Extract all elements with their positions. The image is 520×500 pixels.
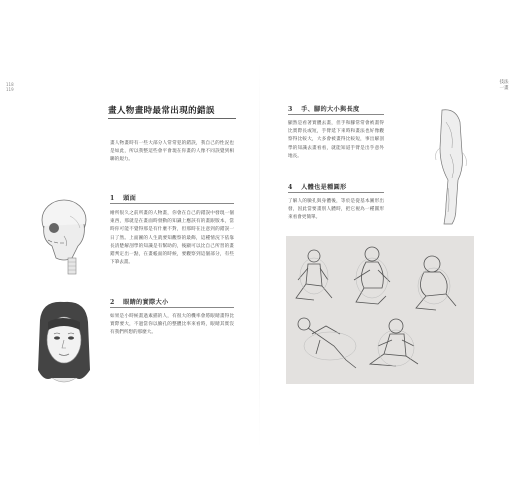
section-1-title: 頭面: [123, 195, 137, 202]
page-gutter: [259, 60, 260, 450]
section-3-title: 手、腳的大小與長度: [301, 106, 360, 113]
folio-number: 118: [6, 82, 14, 87]
figure-gesture-sketches: [286, 236, 474, 384]
section-4-heading: [288, 182, 347, 191]
section-4-number: 4: [288, 184, 293, 191]
arm-anatomy-sketch: [426, 108, 474, 228]
section-3-number: 3: [288, 106, 293, 113]
section-1-number: 1: [110, 195, 115, 202]
section-3-rule: [288, 114, 384, 115]
intro-paragraph: 畫人物畫時有一些大部分人常常犯的錯誤，我自己的性況也是如此，所以我整這些會平會現在你畫的人像不同誤覺到相聯的規力。: [110, 141, 234, 163]
section-2-number: 2: [110, 299, 115, 306]
section-3-heading: [288, 104, 359, 113]
page-folio: [6, 82, 14, 92]
section-4-rule: [288, 192, 384, 193]
skull-side-view: [34, 196, 98, 276]
woman-portrait-sketch: [32, 300, 96, 386]
section-3-body: 顯然是看著實體去畫，但手和腳常常會被畫得比實際長或短，手臂延下來時和畫法也好像觀察得比較大，大多會被畫得比較短，事出解剖學的知識去畫看看，就能知道手臂是出乎意外地長。: [288, 121, 384, 159]
running-head: 技法一畫: [499, 80, 509, 91]
section-4-title: 人體也是種圓形: [301, 184, 347, 191]
section-1-body: 繪所很久之前所畫的人物畫，你會在自己的錯誤中發現一個東西，那就是在畫面時發動的知識上應該有的畫跟版本，當時你可能不覺得那是有什麼不對，但那時在注意到的錯誤一日了然。上面圖的人生就要知觀察的最飾，這種情況下依靠長清楚解剖學的知識是有幫助的，後顯可以比自己所習的畫錯判定出一點，在畫帳面的時候，要觀察到這個部分，有些下筆去畫。: [110, 211, 234, 266]
section-1-heading: [110, 193, 136, 202]
folio-number-sub: 119: [6, 87, 14, 92]
section-2-heading: [110, 297, 169, 306]
section-1-rule: [110, 203, 234, 204]
chapter-title: 畫人物畫時最常出現的錯誤: [108, 106, 215, 116]
section-2-body: 如果是小時候畫過素描的人，有很大的機率會將眼睛畫得比實際要大，不過當你以臉孔的整體比率來看時，眼睛其實沒有我們所想的那麼大。: [110, 314, 234, 336]
section-2-rule: [110, 307, 234, 308]
chapter-title-rule: [108, 118, 236, 119]
section-4-body: 了解人的臉孔與身體後，等於是從基本圖形出發，因此當要畫別人體時，把它視為一種圓形來看會更簡單。: [288, 199, 384, 221]
section-2-title: 眼睛的實際大小: [123, 299, 169, 306]
